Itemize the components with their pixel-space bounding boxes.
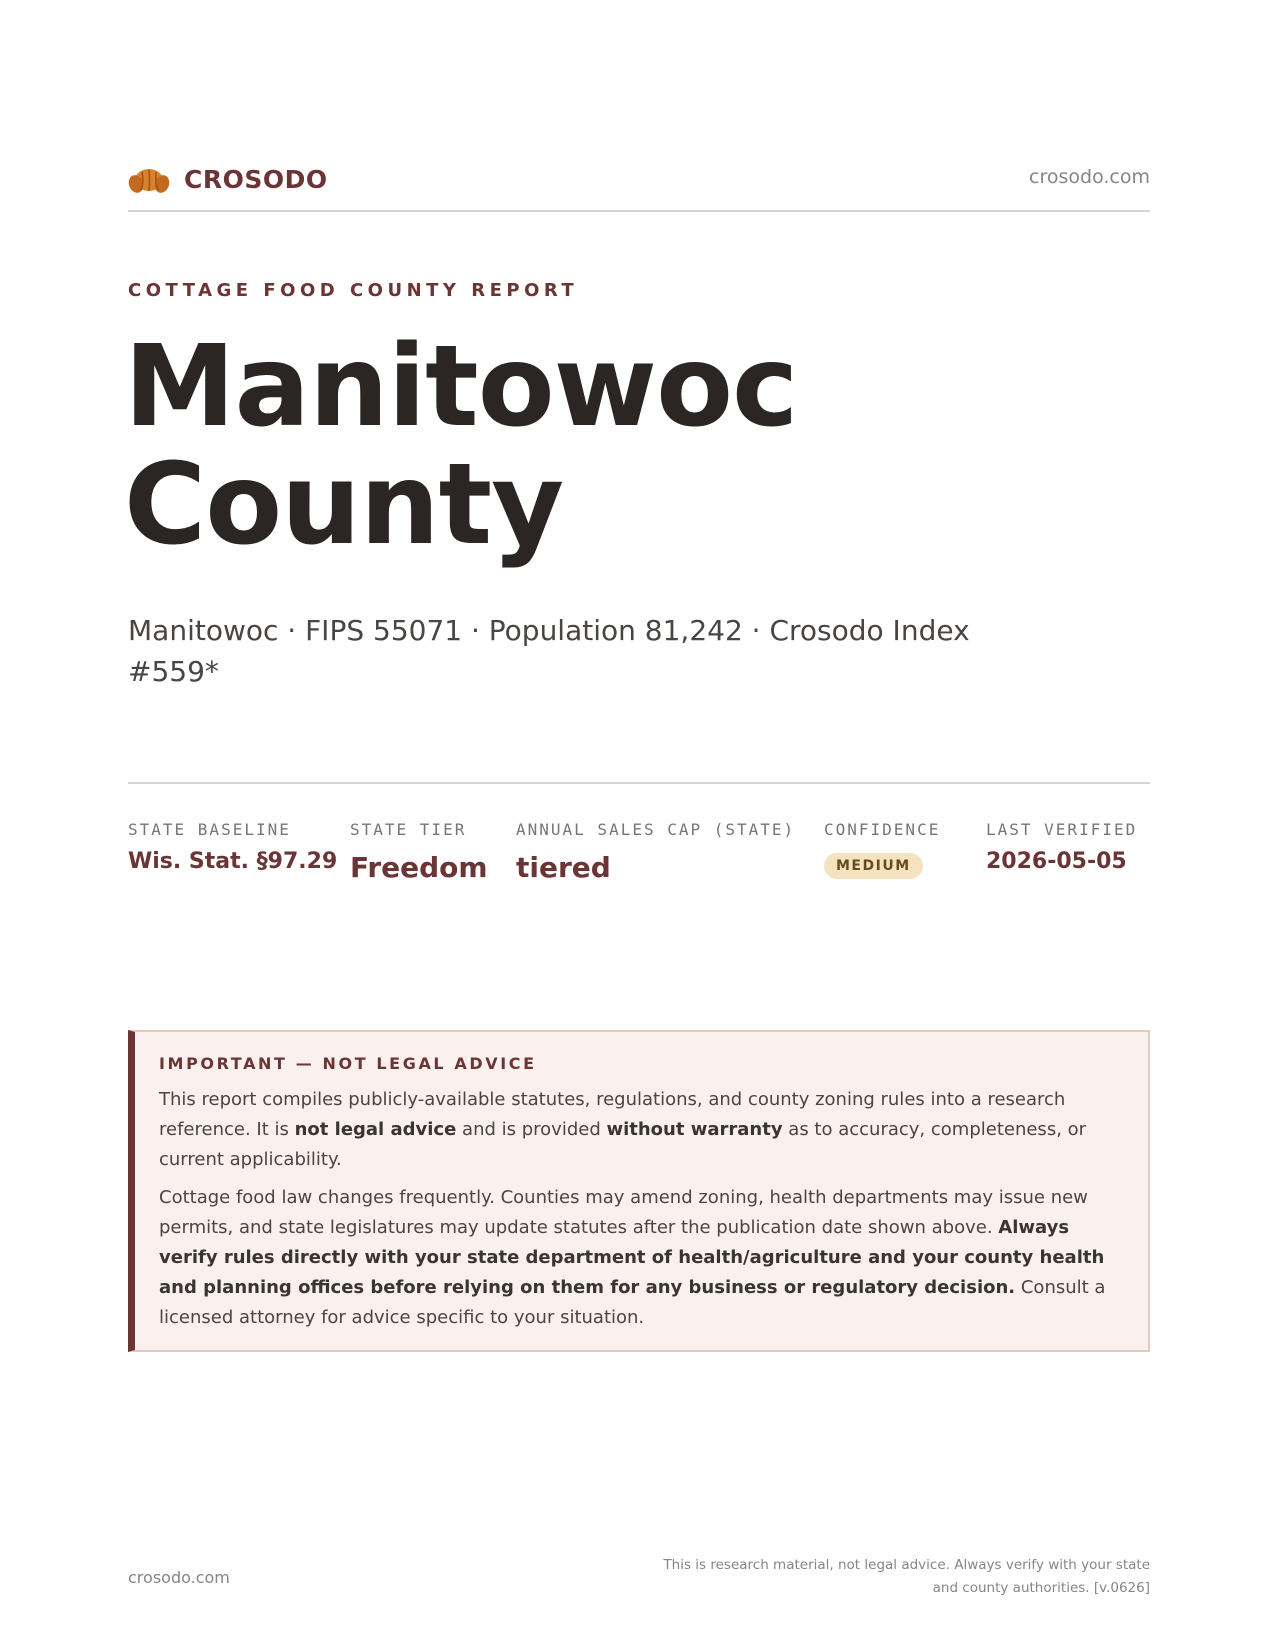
stat-label: STATE TIER (350, 820, 467, 839)
divider (128, 782, 1150, 784)
footer-disclaimer-line-1: This is research material, not legal advice. Always verify with your state (663, 1557, 1150, 1573)
stat-state-tier (350, 820, 488, 884)
title-line-1: Manitowoc (124, 322, 798, 452)
stat-label: LAST VERIFIED (986, 820, 1138, 839)
brand-name: CROSODO (184, 164, 328, 194)
stat-value: tiered (516, 851, 611, 884)
notice-text: Cottage food law changes frequently. Counties may amend zoning, health departments may issue new permits, and state legislatures may update statutes after the publication date shown above. (159, 1187, 1088, 1238)
footer-site[interactable]: crosodo.com (128, 1568, 230, 1587)
stat-last-verified (986, 820, 1137, 874)
croissant-icon (128, 160, 170, 198)
stat-label: STATE BASELINE (128, 820, 291, 839)
notice-paragraph-1 (159, 1085, 1124, 1175)
notice-text: as to accuracy, completeness, or current applicability. (159, 1119, 1087, 1170)
page-title (124, 322, 1024, 570)
stat-label: ANNUAL SALES CAP (STATE) (516, 820, 796, 839)
report-subtitle: Manitowoc · FIPS 55071 · Population 81,242 · Crosodo Index #559* (128, 614, 970, 688)
notice-paragraph-2 (159, 1183, 1124, 1333)
legal-notice (128, 1030, 1150, 1352)
stat-sales-cap (516, 820, 795, 884)
footer-disclaimer (610, 1554, 1150, 1600)
notice-title: IMPORTANT — NOT LEGAL ADVICE (159, 1054, 537, 1073)
notice-text: Consult a licensed attorney for advice specific to your situation. (159, 1277, 1106, 1328)
confidence-badge: MEDIUM (824, 853, 923, 879)
stat-state-baseline (128, 820, 337, 874)
notice-emphasis: not legal advice (294, 1119, 457, 1140)
stat-confidence (824, 820, 940, 879)
footer-disclaimer-line-2: and county authorities. [v.0626] (932, 1580, 1150, 1596)
stat-label: CONFIDENCE (824, 820, 941, 839)
notice-text: and is provided (456, 1119, 607, 1140)
brand[interactable] (128, 160, 328, 198)
stat-value: 2026-05-05 (986, 849, 1127, 874)
notice-emphasis: Always verify rules directly with your state department of health/agriculture and your county health and planning offices before relying on them for any business or regulatory decision. (159, 1217, 1105, 1298)
notice-emphasis: without warranty (606, 1119, 783, 1140)
report-eyebrow: COTTAGE FOOD COUNTY REPORT (128, 280, 579, 301)
stat-value: Wis. Stat. §97.29 (128, 849, 338, 874)
site-link[interactable]: crosodo.com (1029, 166, 1150, 188)
stat-value: Freedom (350, 851, 488, 884)
page-header (128, 160, 1150, 212)
notice-text: This report compiles publicly-available statutes, regulations, and county zoning rules into a research reference. It is (159, 1089, 1066, 1140)
title-line-2: County (124, 440, 564, 570)
